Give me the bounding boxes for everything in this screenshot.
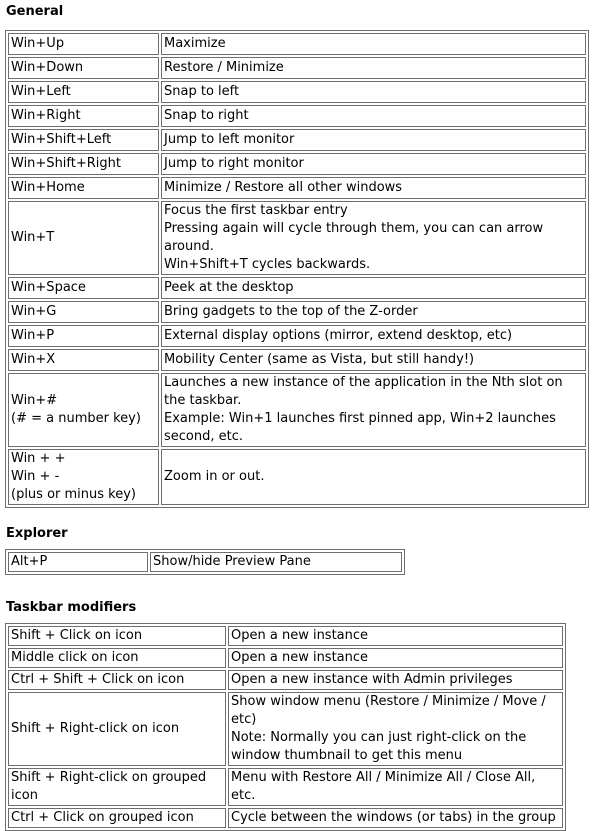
taskbar-modifiers-table <box>5 623 566 831</box>
explorer-shortcuts-table <box>5 549 405 575</box>
shortcut-key-text: Shift + Click on icon <box>11 628 143 643</box>
shortcut-key-cell <box>8 626 226 646</box>
table-row <box>8 153 586 175</box>
table-row <box>8 105 586 127</box>
shortcut-description-text: Cycle between the windows (or tabs) in the group <box>231 810 556 825</box>
shortcut-key-text: Win + - <box>11 469 60 484</box>
shortcut-description-text: Example: Win+1 launches first pinned app, Win+2 launches second, etc. <box>164 411 556 444</box>
table-row <box>8 648 563 668</box>
shortcut-key-text: Win+Left <box>11 84 71 99</box>
shortcut-description-text: Win+Shift+T cycles backwards. <box>164 257 371 272</box>
shortcut-key-cell <box>8 33 159 55</box>
shortcut-description-text: Show window menu (Restore / Minimize / Move / etc) <box>231 694 546 727</box>
shortcut-description-text: Peek at the desktop <box>164 280 294 295</box>
shortcut-description-text: Open a new instance with Admin privileges <box>231 672 513 687</box>
table-row <box>8 349 586 371</box>
taskbar-heading: Taskbar modifiers <box>6 600 137 615</box>
table-row <box>8 325 586 347</box>
shortcut-description-cell <box>228 808 563 828</box>
shortcut-key-cell <box>8 301 159 323</box>
shortcut-key-text: Win+Right <box>11 108 81 123</box>
table-row <box>8 373 586 447</box>
shortcut-description-text: Pressing again will cycle through them, you can can arrow around. <box>164 221 544 254</box>
shortcut-key-cell <box>8 325 159 347</box>
shortcut-description-text: Jump to right monitor <box>164 156 304 171</box>
shortcut-description-cell <box>161 177 586 199</box>
shortcut-description-cell <box>161 301 586 323</box>
shortcut-description-cell <box>161 81 586 103</box>
shortcut-key-text: Ctrl + Shift + Click on icon <box>11 672 185 687</box>
shortcut-key-text: Win+X <box>11 352 56 367</box>
shortcut-description-cell <box>161 201 586 275</box>
shortcut-key-text: Win+Shift+Left <box>11 132 112 147</box>
shortcut-description-cell <box>161 105 586 127</box>
shortcut-key-text: Win+Up <box>11 36 65 51</box>
table-row <box>8 626 563 646</box>
shortcut-key-cell <box>8 177 159 199</box>
table-row <box>8 129 586 151</box>
shortcut-key-text: Win + + <box>11 451 66 466</box>
table-row <box>8 768 563 806</box>
shortcut-description-cell <box>161 129 586 151</box>
shortcut-key-text: Alt+P <box>11 554 48 569</box>
shortcut-key-cell <box>8 81 159 103</box>
table-row <box>8 33 586 55</box>
shortcut-key-cell <box>8 692 226 766</box>
shortcut-key-cell <box>8 153 159 175</box>
shortcut-key-cell <box>8 201 159 275</box>
shortcut-description-text: Open a new instance <box>231 628 369 643</box>
general-heading: General <box>6 4 64 19</box>
shortcut-description-text: Snap to right <box>164 108 249 123</box>
shortcut-key-text: Win+Space <box>11 280 86 295</box>
shortcut-description-cell <box>228 648 563 668</box>
shortcut-key-cell <box>8 57 159 79</box>
shortcut-description-cell <box>161 57 586 79</box>
shortcut-description-text: Jump to left monitor <box>164 132 295 147</box>
shortcut-description-text: Menu with Restore All / Minimize All / Close All, etc. <box>231 770 536 803</box>
shortcut-key-cell <box>8 373 159 447</box>
table-row <box>8 277 586 299</box>
table-row <box>8 57 586 79</box>
shortcut-description-cell <box>228 670 563 690</box>
shortcut-description-cell <box>161 349 586 371</box>
shortcut-key-text: Middle click on icon <box>11 650 139 665</box>
shortcut-description-cell <box>161 449 586 505</box>
shortcut-key-text: Ctrl + Click on grouped icon <box>11 810 194 825</box>
shortcut-description-cell <box>161 33 586 55</box>
shortcut-key-cell <box>8 808 226 828</box>
shortcut-description-text: Focus the first taskbar entry <box>164 203 348 218</box>
shortcut-description-text: External display options (mirror, extend desktop, etc) <box>164 328 513 343</box>
table-row <box>8 201 586 275</box>
table-row <box>8 692 563 766</box>
shortcut-key-cell <box>8 648 226 668</box>
shortcut-key-text: Win+Home <box>11 180 85 195</box>
shortcut-key-cell <box>8 768 226 806</box>
shortcut-key-text: Shift + Right-click on grouped icon <box>11 770 207 803</box>
shortcut-description-text: Note: Normally you can just right-click on the window thumbnail to get this menu <box>231 730 527 763</box>
shortcut-description-text: Restore / Minimize <box>164 60 284 75</box>
shortcut-description-cell <box>161 373 586 447</box>
table-row <box>8 81 586 103</box>
shortcut-key-text: Win+P <box>11 328 55 343</box>
shortcut-key-cell <box>8 552 148 572</box>
shortcut-description-text: Mobility Center (same as Vista, but still handy!) <box>164 352 475 367</box>
shortcut-description-text: Bring gadgets to the top of the Z-order <box>164 304 418 319</box>
shortcut-key-text: (plus or minus key) <box>11 487 136 502</box>
table-row <box>8 670 563 690</box>
general-shortcuts-table <box>5 30 589 508</box>
shortcut-key-text: Win+Shift+Right <box>11 156 121 171</box>
explorer-heading: Explorer <box>6 526 68 541</box>
shortcut-key-text: Shift + Right-click on icon <box>11 721 180 736</box>
shortcut-description-cell <box>228 626 563 646</box>
shortcut-description-cell <box>161 153 586 175</box>
shortcut-key-text: Win+# <box>11 393 58 408</box>
shortcut-key-cell <box>8 129 159 151</box>
shortcut-description-text: Snap to left <box>164 84 240 99</box>
shortcut-description-text: Maximize <box>164 36 226 51</box>
shortcut-key-text: Win+T <box>11 230 55 245</box>
shortcut-description-cell <box>228 768 563 806</box>
table-row <box>8 808 563 828</box>
shortcut-description-text: Minimize / Restore all other windows <box>164 180 403 195</box>
table-row <box>8 552 402 572</box>
shortcut-key-text: Win+G <box>11 304 57 319</box>
shortcut-description-cell <box>161 277 586 299</box>
shortcut-key-cell <box>8 670 226 690</box>
shortcut-description-text: Launches a new instance of the application in the Nth slot on the taskbar. <box>164 375 563 408</box>
shortcut-description-text: Zoom in or out. <box>164 469 265 484</box>
shortcut-description-cell <box>150 552 402 572</box>
table-row <box>8 177 586 199</box>
shortcut-key-text: (# = a number key) <box>11 411 141 426</box>
shortcut-key-cell <box>8 449 159 505</box>
shortcut-description-cell <box>161 325 586 347</box>
shortcut-description-cell <box>228 692 563 766</box>
shortcut-key-text: Win+Down <box>11 60 84 75</box>
shortcut-description-text: Show/hide Preview Pane <box>153 554 311 569</box>
shortcut-key-cell <box>8 277 159 299</box>
shortcut-description-text: Open a new instance <box>231 650 369 665</box>
table-row <box>8 301 586 323</box>
table-row <box>8 449 586 505</box>
shortcut-key-cell <box>8 105 159 127</box>
shortcut-key-cell <box>8 349 159 371</box>
